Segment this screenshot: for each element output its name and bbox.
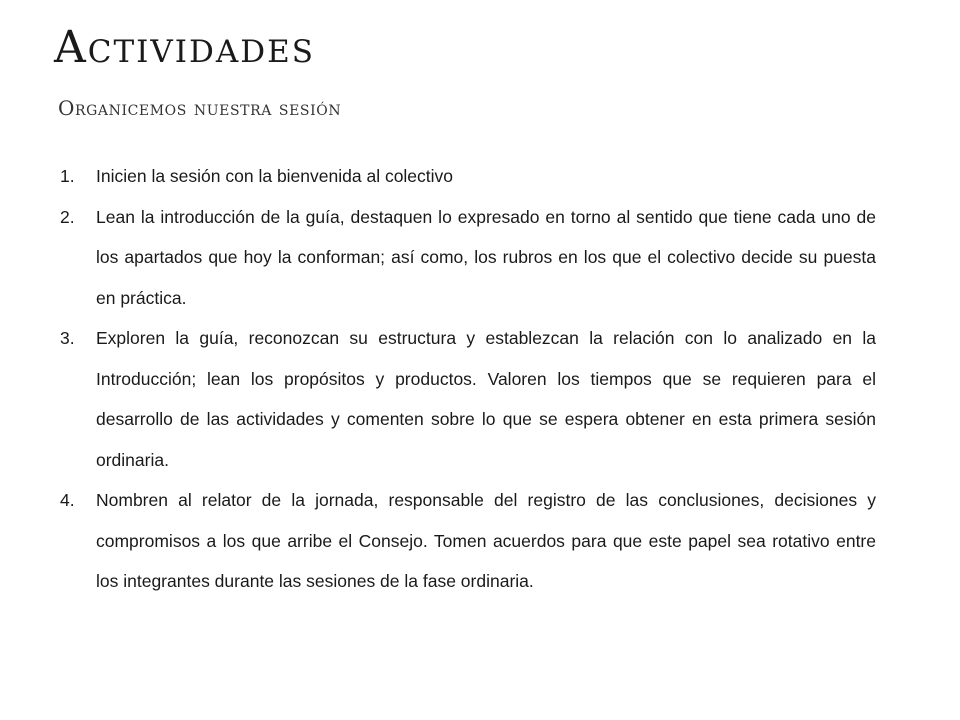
page-subtitle: Organicemos nuestra sesión (58, 96, 342, 120)
step-number: 4. (60, 490, 75, 510)
step-number: 2. (60, 206, 75, 227)
step-number: 1. (60, 166, 75, 186)
step-text: Exploren la guía, reconozcan su estructura y establezcan la relación con lo analizado en la Introducción; lean los propósitos y productos. Valoren los tiempos que se requieren para el desarrollo de las actividades y comenten sobre lo que se espera obtener en esta primera sesión ordinaria. (96, 328, 876, 470)
step-number: 3. (60, 328, 75, 348)
list-item-step-3 (60, 318, 876, 480)
list-item-step-4 (60, 480, 876, 602)
step-text: Lean la introducción de la guía, destaquen lo expresado en torno al sentido que tiene cada uno de los apartados que hoy la conforman; así como, los rubros en los que el colectivo decide su puesta en práctica. (96, 206, 876, 308)
list-item-step-2 (60, 197, 876, 319)
list-item-step-1 (60, 156, 876, 197)
steps-list (60, 156, 876, 602)
page-title: Actividades (54, 22, 316, 73)
step-text: Nombren al relator de la jornada, responsable del registro de las conclusiones, decisiones y compromisos a los que arribe el Consejo. Tomen acuerdos para que este papel sea rotativo entre los integrantes durante las sesiones de la fase ordinaria. (96, 490, 876, 591)
step-text: Inicien la sesión con la bienvenida al colectivo (96, 166, 454, 186)
